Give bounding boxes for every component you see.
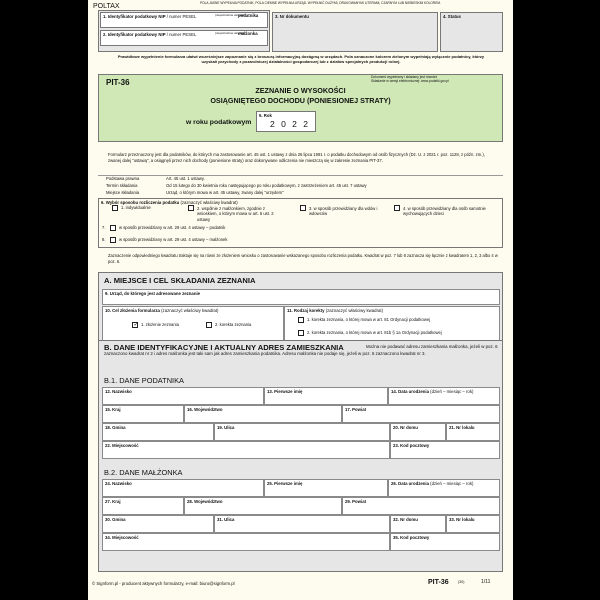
side-info-1: Dokument wypełniany i składany jest również: [371, 75, 438, 79]
method-opt-3: 3. w sposób przewidziany dla wdów i wdowców: [309, 206, 378, 217]
b1-town-field[interactable]: 22. Miejscowość: [102, 441, 390, 459]
method-opt-2: 2. wspólnie z małżonkiem, zgodnie z wnioskiem, o którym mowa w art. 6 ust. 2 ustawy: [197, 206, 274, 222]
method-block: 6. Wybór sposobu rozliczenia podatku (zaznaczyć właściwy kwadrat): [98, 198, 503, 248]
b1-street-field[interactable]: 19. Ulica: [214, 423, 390, 441]
form-code: PIT-36: [106, 78, 130, 87]
footer-credit: © Signform.pl - producent aktywnych formularzy, e-mail: biuro@signform.pl: [92, 581, 235, 586]
b1-province-field[interactable]: 16. Województwo: [184, 405, 342, 423]
method-individual-checkbox[interactable]: [112, 205, 118, 211]
b1-house-number-field[interactable]: 20. Nr domu: [390, 423, 446, 441]
method-single-parent-checkbox[interactable]: [394, 205, 400, 211]
b2-flat-number-field[interactable]: 33. Nr lokalu: [446, 515, 500, 533]
section-b-title: B. DANE IDENTYFIKACYJNE I AKTUALNY ADRES ZAMIESZKANIA: [104, 343, 344, 352]
form-title-1: ZEZNANIE O WYSOKOŚCI: [255, 86, 346, 95]
method-7-number: 7.: [102, 225, 106, 230]
section-b-description: Można nie podawać adresu zamieszkania małżonka, jeżeli w poz. 6 zaznaczono kwadrat nr 2 i adres małżonka jest taki sam jak adres zamieszkania podatnika. Adresu małżonka nie podaje się, jeżeli w poz. 6 zaznaczono kwadrat nr 3.: [104, 344, 498, 356]
b2-county-field[interactable]: 29. Powiat: [342, 497, 500, 515]
method-widow-checkbox[interactable]: [300, 205, 306, 211]
checkmark-icon: ✓: [133, 321, 139, 328]
correction-opt-2: 2. korekta zeznania, o której mowa w art. 81b § 1a Ordynacji podatkowej: [307, 330, 442, 335]
tax-form-page: [88, 0, 513, 600]
legal-val-2: Od 15 lutego do 30 kwietnia roku następującego po roku podatkowym, z zastrzeżeniem art. 45 ust. 7 ustawy: [166, 183, 367, 188]
b2-first-name-field[interactable]: 25. Pierwsze imię: [264, 479, 388, 497]
document-number-field: 3. Nr dokumentu: [272, 12, 438, 52]
b1-first-name-field[interactable]: 13. Pierwsze imię: [264, 387, 388, 405]
b2-birth-date-field[interactable]: 26. Data urodzenia (dzień – miesiąc – rok): [388, 479, 500, 497]
year-prefix: w roku podatkowym: [186, 119, 252, 126]
section-a-title: A. MIEJSCE I CEL SKŁADANIA ZEZNANIA: [104, 276, 256, 285]
instructions-notice: Prawidłowe wypełnienie formularza ułatwi wcześniejsze zapoznanie się z broszurą informacyjną dostępną w urzędach. Pola oznaczone kolorem zielonym wypełniają wyłącznie podatnicy, którzy uzyskali przychody z pozarolniczej działalności gospodarczej lub z działów specjalnych produkcji rolnej.: [117, 54, 485, 65]
b2-postal-code-field[interactable]: 35. Kod pocztowy: [390, 533, 500, 551]
method-art29-taxpayer-checkbox[interactable]: [110, 225, 116, 231]
side-info-2: Składanie w wersji elektronicznej: www.podatki.gov.pl: [371, 79, 450, 83]
tax-office-field[interactable]: 9. Urząd, do którego jest adresowane zeznanie: [102, 289, 500, 305]
correction-opt-1: 1. korekta zeznania, o której mowa w art. 81 Ordynacji podatkowej: [307, 317, 431, 322]
top-notice: POLA JASNE WYPEŁNIA PODATNIK, POLA CIEMNE WYPEŁNIA URZĄD. WYPEŁNIĆ DUŻYMI, DRUKOWANYMI LITERAMI, CZARNYM LUB NIEBIESKIM KOLOREM.: [200, 1, 441, 5]
b1-flat-number-field[interactable]: 21. Nr lokalu: [446, 423, 500, 441]
form-purpose-field: 10. Cel złożenia formularza (zaznaczyć właściwy kwadrat): [102, 306, 284, 342]
b2-town-field[interactable]: 34. Miejscowość: [102, 533, 390, 551]
b1-title: B.1. DANE PODATNIKA: [104, 376, 184, 385]
footer-form-code: PIT-36: [428, 579, 449, 586]
b1-surname-field[interactable]: 12. Nazwisko: [102, 387, 264, 405]
status-field: 4. Status: [440, 12, 503, 52]
legal-key-2: Termin składania: [106, 183, 138, 188]
b1-postal-code-field[interactable]: 23. Kod pocztowy: [390, 441, 500, 459]
method-opt-1: 1. indywidualnie: [121, 205, 151, 210]
purpose-filing-checkbox[interactable]: [132, 322, 138, 328]
correction-type-field: 11. Rodzaj korekty (zaznaczyć właściwy kwadrat): [284, 306, 500, 342]
b2-street-field[interactable]: 31. Ulica: [214, 515, 390, 533]
taxpayer-nip-field[interactable]: 1. Identyfikator podatkowy NIP / numer PESEL (niepotrzebne skreślić) podatnika: [100, 12, 268, 28]
method-joint-checkbox[interactable]: [188, 205, 194, 211]
b2-title: B.2. DANE MAŁŻONKA: [104, 468, 183, 477]
legal-key-1: Podstawa prawna: [106, 176, 140, 181]
page-number: 1/11: [481, 579, 491, 585]
purpose-opt-1: 1. złożenie zeznania: [141, 322, 179, 327]
b2-house-number-field[interactable]: 32. Nr domu: [390, 515, 446, 533]
intro-text: Formularz przeznaczony jest dla podatników, do których ma zastosowanie art. 45 ust. 1 ustawy z dnia 26 lipca 1991 r. o podatku dochodowym od osób fizycznych (Dz. U. z 2021 r. poz. 1128, z późn. zm.), zwanej dalej "ustawą", a osiągnęli przez nich dochody (poniesione straty) oraz dokonywane odliczenia nie mieszczą się w zakresie zeznania PIT-37.: [108, 152, 485, 163]
spouse-nip-field[interactable]: 2. Identyfikator podatkowy NIP / numer PESEL (niepotrzebne skreślić) małżonka: [100, 30, 268, 46]
poltax-logo: POLTAX: [93, 3, 120, 10]
correction-art81-checkbox[interactable]: [298, 317, 304, 323]
purpose-opt-2: 2. korekta zeznania: [215, 322, 252, 327]
method-art29-spouse-checkbox[interactable]: [110, 237, 116, 243]
legal-val-3: Urząd, o którym mowa w art. 45 ustawy, zwany dalej "urzędem": [166, 190, 284, 195]
b1-county-field[interactable]: 17. Powiat: [342, 405, 500, 423]
legal-val-1: Art. 45 ust. 1 ustawy.: [166, 176, 205, 181]
form-title-2: OSIĄGNIĘTEGO DOCHODU (PONIESIONEJ STRATY): [210, 96, 391, 105]
method-opt-4: 4. w sposób przewidziany dla osób samotnie wychowujących dzieci: [403, 206, 486, 217]
method-opt-7: w sposób przewidziany w art. 29 ust. 4 ustawy – podatnik: [119, 225, 226, 230]
method-opt-8: w sposób przewidziany w art. 29 ust. 4 ustawy – małżonek: [119, 237, 228, 242]
b2-country-field[interactable]: 27. Kraj: [102, 497, 184, 515]
correction-art81b-checkbox[interactable]: [298, 330, 304, 336]
b2-province-field[interactable]: 28. Województwo: [184, 497, 342, 515]
b1-birth-date-field[interactable]: 14. Data urodzenia (dzień – miesiąc – rok): [388, 387, 500, 405]
b2-surname-field[interactable]: 24. Nazwisko: [102, 479, 264, 497]
footer-version: (30): [458, 580, 465, 584]
purpose-correction-checkbox[interactable]: [206, 322, 212, 328]
legal-key-3: Miejsce składania: [106, 190, 140, 195]
method-8-number: 8.: [102, 237, 106, 242]
b1-country-field[interactable]: 15. Kraj: [102, 405, 184, 423]
b1-commune-field[interactable]: 18. Gmina: [102, 423, 214, 441]
method-note: Zaznaczenie odpowiedniego kwadratu traktuje się na równi ze złożeniem wniosku o zastosowanie wskazanego sposobu rozliczenia podatku. Kwadrat w poz. 7 lub 8 zaznacza się łącznie z kwadratem 1, 2, 3 albo 4 w poz. 6.: [108, 253, 498, 264]
b2-commune-field[interactable]: 30. Gmina: [102, 515, 214, 533]
tax-year-field[interactable]: 5. Rok 2 0 2 2: [256, 111, 316, 132]
